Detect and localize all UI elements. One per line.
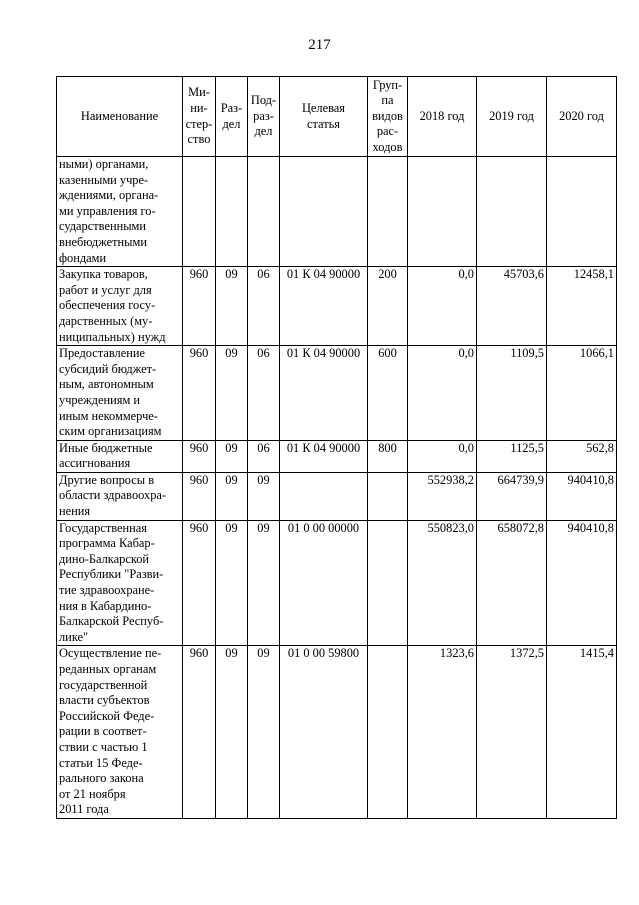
row-section: 09 <box>216 646 248 819</box>
row-2018: 550823,0 <box>408 520 477 646</box>
header-name: Наименование <box>57 77 183 157</box>
row-2018 <box>408 157 477 267</box>
row-2020: 1066,1 <box>547 346 617 441</box>
row-target: 01 0 00 00000 <box>280 520 368 646</box>
table-row <box>57 520 617 646</box>
row-group: 600 <box>368 346 408 441</box>
row-target: 01 К 04 90000 <box>280 346 368 441</box>
row-subsection: 06 <box>248 267 280 346</box>
table-row <box>57 646 617 819</box>
row-2019: 664739,9 <box>477 472 547 520</box>
row-2018: 0,0 <box>408 440 477 472</box>
row-2020: 562,8 <box>547 440 617 472</box>
row-2019: 1109,5 <box>477 346 547 441</box>
table-row <box>57 472 617 520</box>
row-group <box>368 646 408 819</box>
row-group <box>368 520 408 646</box>
row-2019: 658072,8 <box>477 520 547 646</box>
row-target: 01 К 04 90000 <box>280 440 368 472</box>
row-name: ными) органами, казенными учре- ждениями, органа- ми управления го- сударственными внебюджетными фондами <box>57 157 183 267</box>
row-ministry: 960 <box>183 520 216 646</box>
row-section <box>216 157 248 267</box>
row-2018: 0,0 <box>408 267 477 346</box>
row-name: Осуществление пе- реданных органам государственной власти субъектов Российской Феде- рации в соответ- ствии с частью 1 статьи 15 Феде- рального закона от 21 ноября 2011 года <box>57 646 183 819</box>
row-2018: 0,0 <box>408 346 477 441</box>
table-header-row <box>57 77 617 157</box>
row-ministry: 960 <box>183 472 216 520</box>
row-ministry <box>183 157 216 267</box>
row-group: 800 <box>368 440 408 472</box>
row-2019: 1125,5 <box>477 440 547 472</box>
row-ministry: 960 <box>183 346 216 441</box>
header-target: Целевая статья <box>280 77 368 157</box>
row-2020: 940410,8 <box>547 520 617 646</box>
row-2018: 1323,6 <box>408 646 477 819</box>
row-2019: 45703,6 <box>477 267 547 346</box>
header-2019: 2019 год <box>477 77 547 157</box>
row-target: 01 К 04 90000 <box>280 267 368 346</box>
row-name: Другие вопросы в области здравоохра- нения <box>57 472 183 520</box>
row-2019 <box>477 157 547 267</box>
table-row <box>57 267 617 346</box>
row-2020: 12458,1 <box>547 267 617 346</box>
row-ministry: 960 <box>183 267 216 346</box>
row-2018: 552938,2 <box>408 472 477 520</box>
row-subsection: 06 <box>248 440 280 472</box>
row-2020: 1415,4 <box>547 646 617 819</box>
row-section: 09 <box>216 346 248 441</box>
row-group: 200 <box>368 267 408 346</box>
header-group: Груп- па видов рас- ходов <box>368 77 408 157</box>
row-subsection: 06 <box>248 346 280 441</box>
header-2020: 2020 год <box>547 77 617 157</box>
row-ministry: 960 <box>183 440 216 472</box>
header-subsection: Под- раз- дел <box>248 77 280 157</box>
row-section: 09 <box>216 520 248 646</box>
row-subsection: 09 <box>248 520 280 646</box>
table-row <box>57 346 617 441</box>
row-group <box>368 472 408 520</box>
row-subsection: 09 <box>248 646 280 819</box>
table-row <box>57 440 617 472</box>
header-ministry: Ми- ни- стер- ство <box>183 77 216 157</box>
row-section: 09 <box>216 440 248 472</box>
row-section: 09 <box>216 472 248 520</box>
row-2020: 940410,8 <box>547 472 617 520</box>
row-name: Закупка товаров, работ и услуг для обеспечения госу- дарственных (му- ниципальных) нужд <box>57 267 183 346</box>
row-section: 09 <box>216 267 248 346</box>
row-target <box>280 472 368 520</box>
row-subsection <box>248 157 280 267</box>
budget-table <box>56 76 617 819</box>
row-2019: 1372,5 <box>477 646 547 819</box>
row-ministry: 960 <box>183 646 216 819</box>
table-row <box>57 157 617 267</box>
row-group <box>368 157 408 267</box>
row-2020 <box>547 157 617 267</box>
row-name: Предоставление субсидий бюджет- ным, автономным учреждениям и иным некоммерче- ским организациям <box>57 346 183 441</box>
header-section: Раз- дел <box>216 77 248 157</box>
row-target <box>280 157 368 267</box>
page-number: 217 <box>308 37 331 53</box>
row-target: 01 0 00 59800 <box>280 646 368 819</box>
row-subsection: 09 <box>248 472 280 520</box>
row-name: Государственная программа Кабар- дино-Балкарской Республики "Разви- тие здравоохране- ния в Кабардино- Балкарской Респуб- лике" <box>57 520 183 646</box>
row-name: Иные бюджетные ассигнования <box>57 440 183 472</box>
header-2018: 2018 год <box>408 77 477 157</box>
